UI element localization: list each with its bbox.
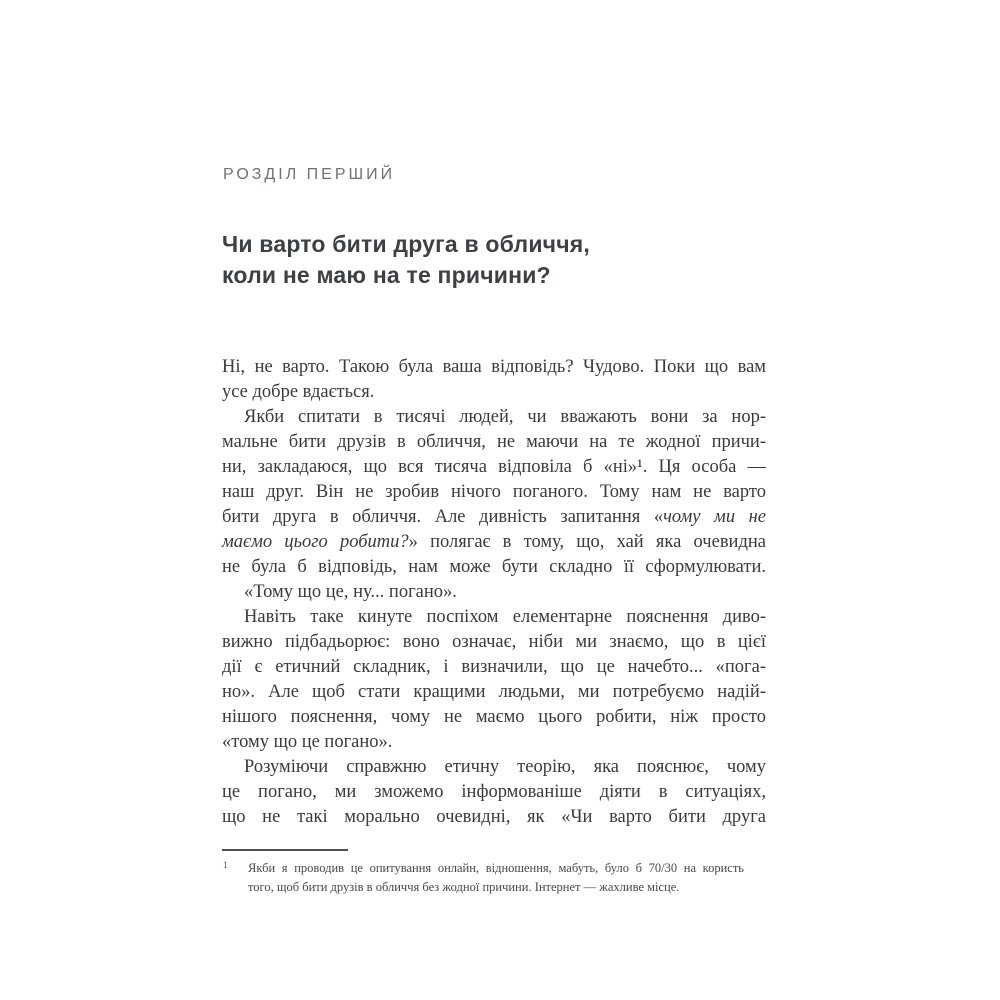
footnote-marker: 1 bbox=[223, 860, 228, 870]
paragraph bbox=[222, 355, 766, 405]
text-line: бити друга в обличчя. Але дивність запитання «чому ми не bbox=[222, 507, 766, 527]
text-line: вижно підбадьорює: воно означає, ніби ми знаємо, що в цієї bbox=[222, 632, 766, 652]
footnote-body bbox=[248, 859, 744, 897]
chapter-label: РОЗДІЛ ПЕРШИЙ bbox=[223, 166, 396, 183]
text-line: «тому що це погано». bbox=[222, 732, 393, 752]
text-line: «Тому що це, ну... погано». bbox=[244, 582, 457, 602]
text-line: Ні, не варто. Такою була ваша відповідь? Чудово. Поки що вам bbox=[222, 357, 766, 377]
title-line: Чи варто бити друга в обличчя, bbox=[222, 231, 590, 257]
text-line: не була б відповідь, нам може бути складно її сформулювати. bbox=[222, 557, 766, 577]
text-line: Якби спитати в тисячі людей, чи вважають вони за нор- bbox=[244, 407, 766, 427]
text-line: усе добре вдається. bbox=[222, 382, 375, 402]
text-line: це погано, ми зможемо інформованіше діяти в ситуаціях, bbox=[222, 782, 766, 802]
text-line: мальне бити друзів в обличчя, не маючи на те жодної причи- bbox=[222, 432, 766, 452]
text-line: наш друг. Він не зробив нічого поганого. Тому нам не варто bbox=[222, 482, 766, 502]
text-line: но». Але щоб стати кращими людьми, ми потребуємо надій- bbox=[222, 682, 766, 702]
text-line: що не такі морально очевидні, як «Чи варто бити друга bbox=[222, 807, 766, 827]
text-line: Розуміючи справжню етичну теорію, яка пояснює, чому bbox=[244, 757, 766, 777]
footnote-rule bbox=[222, 849, 348, 851]
text-line: Навіть таке кинуте поспіхом елементарне пояснення диво- bbox=[244, 607, 766, 627]
footnote bbox=[222, 859, 744, 897]
text-line: дії є етичний складник, і визначили, що це начебто... «пога- bbox=[222, 657, 766, 677]
paragraph bbox=[222, 605, 766, 755]
paragraph bbox=[222, 405, 766, 580]
text-line: нішого пояснення, чому не маємо цього робити, ніж просто bbox=[222, 707, 766, 727]
chapter-title bbox=[222, 229, 590, 291]
paragraph bbox=[222, 755, 766, 830]
title-line: коли не маю на те причини? bbox=[222, 262, 551, 288]
text-line: ни, закладаюся, що вся тисяча відповіла б «ні»¹. Ця особа — bbox=[222, 457, 766, 477]
paragraph bbox=[222, 580, 766, 605]
body-text bbox=[222, 355, 766, 830]
footnote-line: Якби я проводив це опитування онлайн, відношення, мабуть, було б 70/30 на користь bbox=[248, 861, 744, 875]
text-line: маємо цього робити?» полягає в тому, що, хай яка очевидна bbox=[222, 532, 766, 552]
footnote-line: того, щоб бити друзів в обличчя без жодної причини. Інтернет — жахливе місце. bbox=[248, 880, 680, 894]
